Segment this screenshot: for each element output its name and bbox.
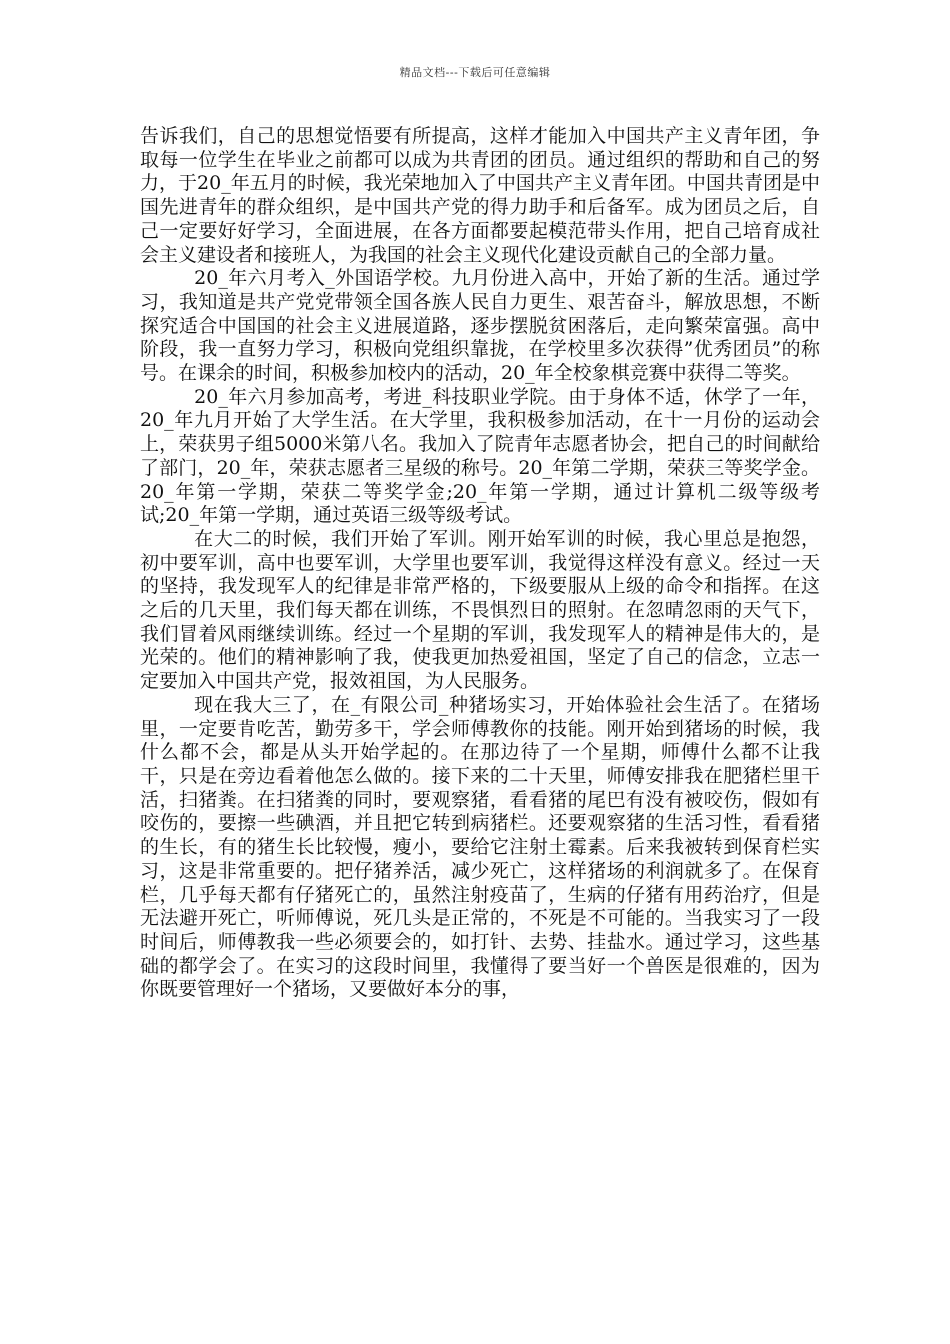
paragraph-3: 20_年六月参加高考，考进_科技职业学院。由于身体不适，休学了一年，20_年九月开始了大学生活。在大学里，我积极参加活动，在十一月份的运动会上，荣获男子组5000米第八名。我加入了院青年志愿者协会，把自己的时间献给了部门，20_年，荣获志愿者三星级的称号。20_年第二学期，荣获三等奖学金。20_年第一学期，荣获二等奖学金;20_年第一学期，通过计算机二级等级考试;20_年第一学期，通过英语三级等级考试。 xyxy=(140,385,820,527)
paragraph-1: 告诉我们，自己的思想觉悟要有所提高，这样才能加入中国共产主义青年团，争取每一位学生在毕业之前都可以成为共青团的团员。通过组织的帮助和自己的努力，于20_年五月的时候，我光荣地加入了中国共产主义青年团。中国共青团是中国先进青年的群众组织，是中国共产党的得力助手和后备军。成为团员之后，自己一定要好好学习，全面进展，在各方面都要起模范带头作用，把自己培育成社会主义建设者和接班人，为我国的社会主义现代化建设贡献自己的全部力量。 xyxy=(140,125,820,266)
document-body xyxy=(140,125,820,1002)
paragraph-2: 20_年六月考入_外国语学校。九月份进入高中，开始了新的生活。通过学习，我知道是共产党党带领全国各族人民自力更生、艰苦奋斗，解放思想，不断探究适合中国国的社会主义进展道路，逐步摆脱贫困落后，走向繁荣富强。高中阶段，我一直努力学习，积极向党组织靠拢，在学校里多次获得”优秀团员”的称号。在课余的时间，积极参加校内的活动，20_年全校象棋竞赛中获得二等奖。 xyxy=(140,267,820,385)
paragraph-5: 现在我大三了，在_有限公司_种猪场实习，开始体验社会生活了。在猪场里，一定要肯吃苦，勤劳多干，学会师傅教你的技能。刚开始到猪场的时候，我什么都不会，都是从头开始学起的。在那边待了一个星期，师傅什么都不让我干，只是在旁边看着他怎么做的。接下来的二十天里，师傅安排我在肥猪栏里干活，扫猪粪。在扫猪粪的同时，要观察猪，看看猪的尾巴有没有被咬伤，假如有咬伤的，要擦一些碘酒，并且把它转到病猪栏。还要观察猪的生活习性，看看猪的生长，有的猪生长比较慢，瘦小，要给它注射土霉素。后来我被转到保育栏实习，这是非常重要的。把仔猪养活，减少死亡，这样猪场的利润就多了。在保育栏，几乎每天都有仔猪死亡的，虽然注射疫苗了，生病的仔猪有用药治疗，但是无法避开死亡，听师傅说，死几头是正常的，不死是不可能的。当我实习了一段时间后，师傅教我一些必须要会的，如打针、去势、挂盐水。通过学习，这些基础的都学会了。在实习的这段时间里，我懂得了要当好一个兽医是很难的，因为你既要管理好一个猪场，又要做好本分的事， xyxy=(140,693,820,1001)
running-header: 精品文档---下载后可任意编辑 xyxy=(399,66,551,79)
paragraph-4: 在大二的时候，我们开始了军训。刚开始军训的时候，我心里总是抱怨，初中要军训，高中也要军训，大学里也要军训，我觉得这样没有意义。经过一天的坚持，我发现军人的纪律是非常严格的，下级要服从上级的命令和指挥。在这之后的几天里，我们每天都在训练，不畏惧烈日的照射。在忽晴忽雨的天气下，我们冒着风雨继续训练。经过一个星期的军训，我发现军人的精神是伟大的，是光荣的。他们的精神影响了我，使我更加热爱祖国，坚定了自己的信念，立志一定要加入中国共产党，报效祖国，为人民服务。 xyxy=(140,527,820,693)
